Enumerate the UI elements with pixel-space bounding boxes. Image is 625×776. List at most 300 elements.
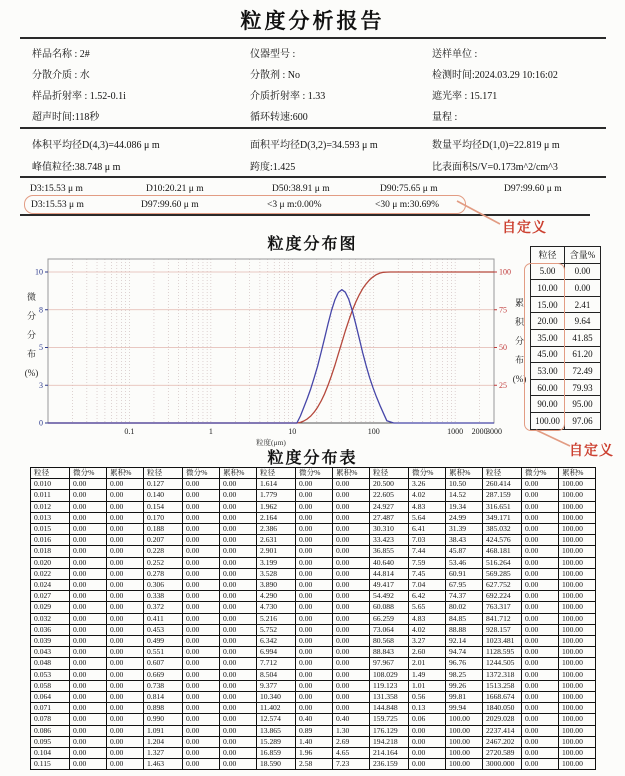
table-cell: 0.00 <box>107 692 144 703</box>
table-cell: 100.00 <box>446 714 483 725</box>
table-cell: 0.00 <box>220 636 257 647</box>
table-cell: 0.669 <box>144 669 183 680</box>
distribution-table-body <box>31 479 596 770</box>
table-cell: 1.204 <box>144 736 183 747</box>
table-cell: 0.00 <box>107 568 144 579</box>
sample-refractive-index-field: 样品折射率 : 1.52-0.1i <box>32 91 126 102</box>
table-cell: 0.00 <box>409 736 446 747</box>
table-cell: 100.00 <box>559 636 596 647</box>
side-table-content-cell: 95.00 <box>565 396 601 413</box>
table-cell: 0.00 <box>522 692 559 703</box>
table-cell: 0.053 <box>31 669 70 680</box>
table-cell: 2029.028 <box>483 714 522 725</box>
table-cell: 0.00 <box>107 680 144 691</box>
table-cell: 2.386 <box>257 524 296 535</box>
table-cell: 0.00 <box>220 725 257 736</box>
table-cell: 0.00 <box>107 602 144 613</box>
table-cell: 1.614 <box>257 479 296 490</box>
table-cell: 10.50 <box>446 479 483 490</box>
table-cell: 100.00 <box>559 692 596 703</box>
table-header-cell: 微分% <box>522 468 559 479</box>
table-cell: 66.259 <box>370 613 409 624</box>
table-cell: 0.00 <box>183 602 220 613</box>
side-table-content-cell: 97.06 <box>565 412 601 429</box>
table-cell: 0.115 <box>31 759 70 770</box>
svg-text:100: 100 <box>499 267 511 277</box>
table-cell: 0.00 <box>183 624 220 635</box>
table-cell: 0.00 <box>522 624 559 635</box>
table-cell: 0.00 <box>220 524 257 535</box>
table-cell: 0.00 <box>70 714 107 725</box>
table-cell: 0.00 <box>296 557 333 568</box>
table-cell: 0.00 <box>333 647 370 658</box>
table-header-row <box>31 468 596 479</box>
table-cell: 0.00 <box>70 535 107 546</box>
table-cell: 100.00 <box>559 591 596 602</box>
table-cell: 0.00 <box>70 512 107 523</box>
custom-annotation-label: 自定义 <box>569 444 614 459</box>
table-cell: 0.00 <box>70 703 107 714</box>
table-cell: 100.00 <box>559 546 596 557</box>
svg-text:10: 10 <box>288 427 297 436</box>
table-cell: 0.00 <box>70 613 107 624</box>
table-cell: 2.60 <box>409 647 446 658</box>
table-cell: 424.576 <box>483 535 522 546</box>
table-row <box>31 591 596 602</box>
table-cell: 0.00 <box>333 546 370 557</box>
table-cell: 0.048 <box>31 658 70 669</box>
table-cell: 0.00 <box>522 725 559 736</box>
table-cell: 0.00 <box>70 580 107 591</box>
table-cell: 841.712 <box>483 613 522 624</box>
side-table-size-cell: 10.00 <box>531 280 565 297</box>
table-cell: 3.199 <box>257 557 296 568</box>
side-table-size-cell: 60.00 <box>531 379 565 396</box>
table-cell: 1128.595 <box>483 647 522 658</box>
table-cell: 6.42 <box>409 591 446 602</box>
table-cell: 0.00 <box>107 524 144 535</box>
table-cell: 159.725 <box>370 714 409 725</box>
table-cell: 0.00 <box>220 479 257 490</box>
table-cell: 0.00 <box>220 557 257 568</box>
table-cell: 0.00 <box>296 591 333 602</box>
table-cell: 36.855 <box>370 546 409 557</box>
table-cell: 54.492 <box>370 591 409 602</box>
table-cell: 0.00 <box>183 557 220 568</box>
table-cell: 100.00 <box>559 479 596 490</box>
table-cell: 100.00 <box>559 490 596 501</box>
side-table-content-cell: 72.49 <box>565 363 601 380</box>
table-cell: 468.181 <box>483 546 522 557</box>
table-cell: 763.317 <box>483 602 522 613</box>
custom-d97-value: D97:99.60 μ m <box>141 199 199 210</box>
range-field: 量程 : <box>432 112 458 123</box>
table-cell: 928.157 <box>483 624 522 635</box>
table-cell: 0.00 <box>296 546 333 557</box>
table-cell: 0.00 <box>183 568 220 579</box>
table-cell: 67.95 <box>446 580 483 591</box>
svg-text:8: 8 <box>39 305 43 315</box>
table-cell: 0.56 <box>409 692 446 703</box>
table-cell: 0.095 <box>31 736 70 747</box>
table-cell: 73.064 <box>370 624 409 635</box>
table-header-cell: 累积% <box>559 468 596 479</box>
table-cell: 6.342 <box>257 636 296 647</box>
table-cell: 92.14 <box>446 636 483 647</box>
table-cell: 60.91 <box>446 568 483 579</box>
table-cell: 0.020 <box>31 557 70 568</box>
side-table-content-cell: 2.41 <box>565 296 601 313</box>
table-cell: 0.032 <box>31 613 70 624</box>
table-cell: 0.499 <box>144 636 183 647</box>
side-table-size-cell: 100.00 <box>531 412 565 429</box>
table-cell: 349.171 <box>483 512 522 523</box>
table-cell: 45.87 <box>446 546 483 557</box>
table-header-cell: 粒径 <box>31 468 70 479</box>
table-cell: 1668.674 <box>483 692 522 703</box>
table-cell: 0.104 <box>31 748 70 759</box>
table-row <box>31 546 596 557</box>
table-cell: 0.00 <box>70 748 107 759</box>
table-cell: 0.00 <box>183 658 220 669</box>
info-row <box>32 87 607 102</box>
table-cell: 0.00 <box>409 748 446 759</box>
table-cell: 0.00 <box>522 580 559 591</box>
table-cell: 0.086 <box>31 725 70 736</box>
table-row <box>31 748 596 759</box>
table-row <box>31 658 596 669</box>
table-cell: 516.264 <box>483 557 522 568</box>
table-cell: 100.00 <box>559 613 596 624</box>
table-row <box>31 490 596 501</box>
table-cell: 0.154 <box>144 501 183 512</box>
table-cell: 0.00 <box>183 736 220 747</box>
instrument-model-field: 仪器型号 : <box>250 49 296 60</box>
callout-line-icon <box>454 197 506 227</box>
d50-value: D50:38.91 μ m <box>272 184 330 194</box>
table-cell: 0.078 <box>31 714 70 725</box>
table-cell: 19.34 <box>446 501 483 512</box>
table-cell: 0.00 <box>296 658 333 669</box>
table-cell: 0.00 <box>183 759 220 770</box>
side-table-content-cell: 0.00 <box>565 263 601 280</box>
table-cell: 0.00 <box>522 736 559 747</box>
table-cell: 0.00 <box>183 501 220 512</box>
table-cell: 22.605 <box>370 490 409 501</box>
table-cell: 385.032 <box>483 524 522 535</box>
table-cell: 0.607 <box>144 658 183 669</box>
table-cell: 0.814 <box>144 692 183 703</box>
left-axis-label: 微 分 分 布 (%) <box>24 292 39 378</box>
side-table-content-cell: 79.93 <box>565 379 601 396</box>
table-cell: 0.064 <box>31 692 70 703</box>
table-cell: 60.088 <box>370 602 409 613</box>
table-cell: 0.00 <box>107 512 144 523</box>
table-cell: 0.00 <box>522 535 559 546</box>
table-cell: 0.00 <box>183 748 220 759</box>
custom-values-box <box>24 195 466 214</box>
table-header-cell: 粒径 <box>370 468 409 479</box>
svg-text:2000: 2000 <box>471 427 488 436</box>
svg-text:1000: 1000 <box>447 427 464 436</box>
table-cell: 0.00 <box>220 624 257 635</box>
volume-mean-diameter: 体积平均径D(4,3)=44.086 μ m <box>32 140 160 151</box>
table-cell: 5.65 <box>409 602 446 613</box>
table-cell: 5.216 <box>257 613 296 624</box>
table-cell: 0.00 <box>70 524 107 535</box>
table-cell: 0.252 <box>144 557 183 568</box>
table-cell: 0.015 <box>31 524 70 535</box>
table-cell: 53.46 <box>446 557 483 568</box>
table-cell: 0.00 <box>296 501 333 512</box>
table-cell: 108.029 <box>370 669 409 680</box>
table-cell: 0.06 <box>409 714 446 725</box>
table-cell: 100.00 <box>559 759 596 770</box>
table-cell: 1.40 <box>296 736 333 747</box>
custom-annotation-label: 自定义 <box>502 221 547 236</box>
table-header-cell: 累积% <box>220 468 257 479</box>
sample-name-field: 样品名称 : 2# <box>32 49 90 60</box>
table-cell: 0.00 <box>333 703 370 714</box>
info-row <box>32 108 607 123</box>
table-cell: 0.00 <box>220 692 257 703</box>
custom-lt30-value: <30 μ m:30.69% <box>375 199 440 210</box>
table-cell: 0.00 <box>522 669 559 680</box>
table-cell: 0.00 <box>70 636 107 647</box>
table-cell: 6.994 <box>257 647 296 658</box>
table-cell: 569.285 <box>483 568 522 579</box>
table-cell: 0.00 <box>296 490 333 501</box>
table-cell: 31.39 <box>446 524 483 535</box>
table-cell: 24.927 <box>370 501 409 512</box>
table-cell: 11.402 <box>257 703 296 714</box>
obscuration-field: 遮光率 : 15.171 <box>432 91 498 102</box>
table-cell: 0.00 <box>522 501 559 512</box>
table-cell: 40.640 <box>370 557 409 568</box>
table-cell: 4.02 <box>409 490 446 501</box>
table-cell: 88.88 <box>446 624 483 635</box>
table-cell: 94.74 <box>446 647 483 658</box>
table-cell: 0.127 <box>144 479 183 490</box>
table-cell: 96.76 <box>446 658 483 669</box>
table-cell: 0.00 <box>220 591 257 602</box>
table-cell: 1.463 <box>144 759 183 770</box>
side-table-header-content: 含量% <box>565 247 601 264</box>
table-cell: 692.224 <box>483 591 522 602</box>
ultrasound-time-field: 超声时间:118秒 <box>32 112 100 123</box>
table-cell: 0.00 <box>183 546 220 557</box>
table-cell: 0.00 <box>333 535 370 546</box>
table-cell: 0.00 <box>220 613 257 624</box>
table-cell: 0.00 <box>333 658 370 669</box>
table-cell: 7.04 <box>409 580 446 591</box>
table-cell: 2720.589 <box>483 748 522 759</box>
table-cell: 0.00 <box>522 680 559 691</box>
d90-value: D90:75.65 μ m <box>380 184 438 194</box>
table-cell: 100.00 <box>559 669 596 680</box>
table-cell: 1.091 <box>144 725 183 736</box>
table-cell: 0.140 <box>144 490 183 501</box>
table-cell: 0.00 <box>522 524 559 535</box>
side-table-size-cell: 20.00 <box>531 313 565 330</box>
side-table-size-cell: 35.00 <box>531 329 565 346</box>
table-cell: 100.00 <box>559 602 596 613</box>
table-cell: 3.26 <box>409 479 446 490</box>
table-cell: 2467.202 <box>483 736 522 747</box>
table-cell: 0.00 <box>333 501 370 512</box>
table-cell: 0.00 <box>220 759 257 770</box>
table-cell: 0.00 <box>220 546 257 557</box>
table-cell: 0.00 <box>220 490 257 501</box>
table-cell: 0.00 <box>522 568 559 579</box>
table-cell: 4.83 <box>409 613 446 624</box>
circulation-speed-field: 循环转速:600 <box>250 112 308 123</box>
table-cell: 0.00 <box>183 512 220 523</box>
table-cell: 0.00 <box>220 568 257 579</box>
table-cell: 0.058 <box>31 680 70 691</box>
table-cell: 2.69 <box>333 736 370 747</box>
table-cell: 7.23 <box>333 759 370 770</box>
table-row <box>31 636 596 647</box>
table-cell: 2.631 <box>257 535 296 546</box>
table-cell: 0.00 <box>220 501 257 512</box>
table-cell: 0.00 <box>522 546 559 557</box>
table-cell: 0.00 <box>522 602 559 613</box>
table-cell: 0.00 <box>522 479 559 490</box>
table-cell: 16.859 <box>257 748 296 759</box>
table-cell: 0.00 <box>220 680 257 691</box>
table-header-cell: 累积% <box>333 468 370 479</box>
table-cell: 0.00 <box>70 759 107 770</box>
table-cell: 236.159 <box>370 759 409 770</box>
d-values-row <box>30 184 605 194</box>
table-cell: 0.00 <box>183 490 220 501</box>
table-cell: 99.26 <box>446 680 483 691</box>
table-cell: 0.00 <box>183 703 220 714</box>
table-row <box>31 535 596 546</box>
table-cell: 97.967 <box>370 658 409 669</box>
stats-row <box>32 136 607 151</box>
table-cell: 0.00 <box>333 636 370 647</box>
table-cell: 33.423 <box>370 535 409 546</box>
side-table-content-cell: 0.00 <box>565 280 601 297</box>
table-cell: 2.58 <box>296 759 333 770</box>
table-cell: 0.00 <box>296 580 333 591</box>
table-cell: 0.00 <box>183 725 220 736</box>
table-cell: 0.00 <box>220 736 257 747</box>
table-cell: 0.00 <box>333 479 370 490</box>
table-cell: 1.962 <box>257 501 296 512</box>
table-row <box>31 524 596 535</box>
table-cell: 0.00 <box>70 591 107 602</box>
table-cell: 0.00 <box>107 736 144 747</box>
table-cell: 0.00 <box>107 714 144 725</box>
table-cell: 98.25 <box>446 669 483 680</box>
info-row <box>32 45 607 60</box>
table-cell: 0.00 <box>333 613 370 624</box>
table-cell: 12.574 <box>257 714 296 725</box>
d3-value: D3:15.53 μ m <box>30 184 83 194</box>
table-cell: 88.843 <box>370 647 409 658</box>
table-cell: 0.00 <box>220 580 257 591</box>
table-cell: 0.071 <box>31 703 70 714</box>
table-cell: 0.011 <box>31 490 70 501</box>
svg-text:粒度(μm): 粒度(μm) <box>256 438 286 447</box>
table-cell: 0.00 <box>183 535 220 546</box>
custom-size-column-highlight <box>524 263 565 431</box>
table-cell: 14.52 <box>446 490 483 501</box>
table-cell: 1840.050 <box>483 703 522 714</box>
table-header-cell: 微分% <box>296 468 333 479</box>
specific-surface-area: 比表面积S/V=0.173m^2/cm^3 <box>432 162 558 173</box>
table-cell: 1513.258 <box>483 680 522 691</box>
table-cell: 84.85 <box>446 613 483 624</box>
table-cell: 0.043 <box>31 647 70 658</box>
table-cell: 0.551 <box>144 647 183 658</box>
table-cell: 7.44 <box>409 546 446 557</box>
surface-mean-diameter: 面积平均径D(3,2)=34.593 μ m <box>250 140 378 151</box>
table-header-cell: 累积% <box>107 468 144 479</box>
medium-refractive-index-field: 介质折射率 : 1.33 <box>250 91 326 102</box>
table-cell: 0.00 <box>333 692 370 703</box>
table-cell: 1.49 <box>409 669 446 680</box>
table-cell: 0.00 <box>220 647 257 658</box>
table-cell: 13.865 <box>257 725 296 736</box>
table-cell: 2237.414 <box>483 725 522 736</box>
table-cell: 0.00 <box>70 479 107 490</box>
svg-text:3: 3 <box>39 380 43 390</box>
table-cell: 3.27 <box>409 636 446 647</box>
table-cell: 27.487 <box>370 512 409 523</box>
svg-text:0: 0 <box>39 418 43 428</box>
svg-text:25: 25 <box>499 380 507 390</box>
table-cell: 0.00 <box>522 647 559 658</box>
table-cell: 0.898 <box>144 703 183 714</box>
test-time-field: 检测时间:2024.03.29 10:16:02 <box>432 70 558 81</box>
table-row <box>31 759 596 770</box>
table-cell: 0.00 <box>409 759 446 770</box>
table-cell: 0.00 <box>107 546 144 557</box>
table-row <box>31 680 596 691</box>
side-table-header-size: 粒径 <box>531 247 565 264</box>
table-cell: 100.00 <box>559 714 596 725</box>
table-cell: 100.00 <box>559 736 596 747</box>
table-cell: 0.00 <box>296 692 333 703</box>
table-cell: 18.590 <box>257 759 296 770</box>
table-cell: 0.00 <box>70 501 107 512</box>
table-cell: 0.00 <box>183 580 220 591</box>
table-cell: 0.00 <box>183 591 220 602</box>
divider <box>20 127 606 129</box>
table-cell: 5.64 <box>409 512 446 523</box>
table-row <box>31 692 596 703</box>
table-cell: 0.00 <box>522 714 559 725</box>
table-row <box>31 479 596 490</box>
dispersant-field: 分散剂 : No <box>250 70 300 81</box>
side-table-size-cell: 5.00 <box>531 263 565 280</box>
table-cell: 0.00 <box>522 613 559 624</box>
table-cell: 0.012 <box>31 501 70 512</box>
table-cell: 9.377 <box>257 680 296 691</box>
table-cell: 0.00 <box>333 557 370 568</box>
table-row <box>31 703 596 714</box>
divider <box>20 176 606 178</box>
table-cell: 100.00 <box>559 557 596 568</box>
right-axis-label: 累 积 分 布 (%) <box>512 298 527 384</box>
table-cell: 0.00 <box>333 568 370 579</box>
table-cell: 0.00 <box>220 748 257 759</box>
table-cell: 1.779 <box>257 490 296 501</box>
